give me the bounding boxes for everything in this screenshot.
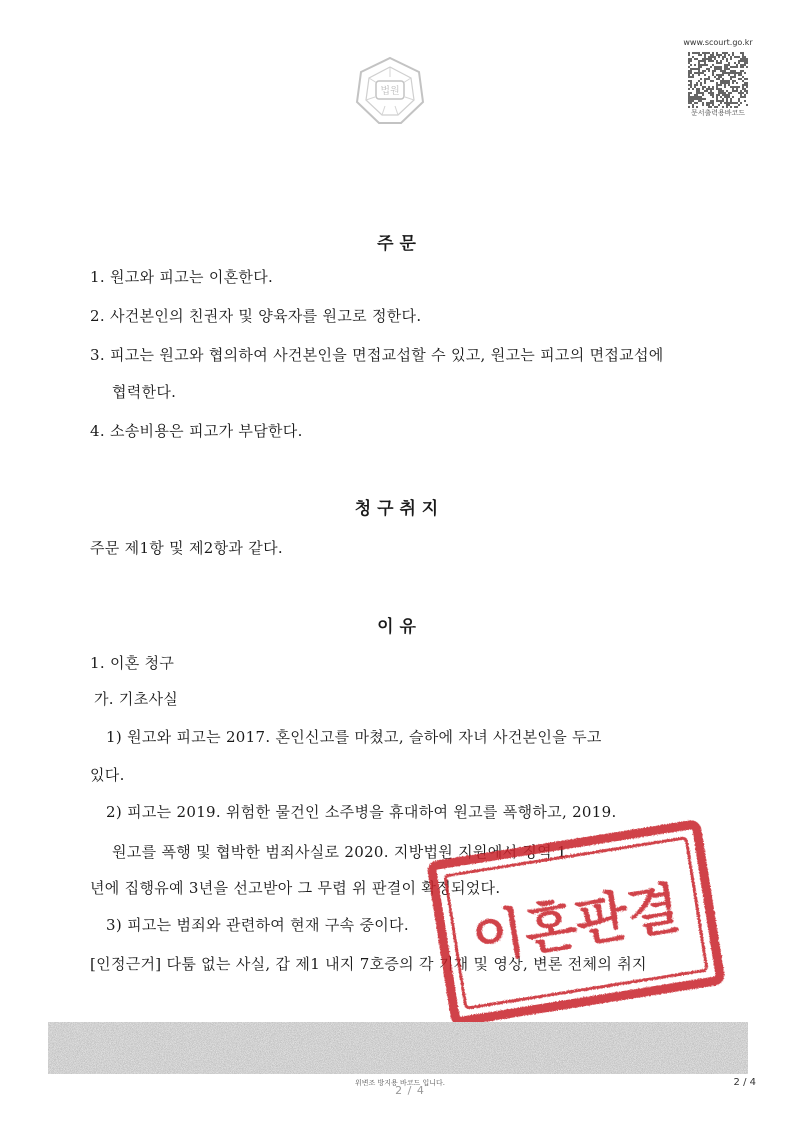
order-item-continuation: 협력한다.	[112, 383, 177, 401]
anti-forgery-barcode	[48, 1022, 748, 1074]
stamp-text: 이혼판결	[468, 876, 685, 971]
reason-line: 있다.	[90, 766, 125, 784]
reason-line: 원고를 폭행 및 협박한 범죄사실로 2020. 지방법원 지원에서 징역 1	[112, 843, 567, 861]
reason-line: 3) 피고는 범죄와 관련하여 현재 구속 중이다.	[106, 916, 409, 934]
order-heading: 주 문	[377, 234, 416, 254]
court-seal-label: 법원	[380, 86, 400, 97]
reason-heading: 이 유	[377, 617, 416, 637]
order-item: 3. 피고는 원고와 협의하여 사건본인을 면접교섭할 수 있고, 원고는 피고의 면접교섭에	[90, 346, 664, 364]
order-item: 1. 원고와 피고는 이혼한다.	[90, 268, 274, 286]
qr-code-icon	[688, 52, 748, 108]
page-number-right: 2 / 4	[733, 1077, 756, 1088]
reason-line: 1) 원고와 피고는 2017. 혼인신고를 마쳤고, 슬하에 자녀 사건본인을 두고	[106, 728, 602, 746]
barcode-note: 위변조 방지용 바코드 입니다.	[354, 1079, 446, 1087]
claim-text: 주문 제1항 및 제2항과 같다.	[90, 539, 283, 557]
reason-line: 2) 피고는 2019. 위험한 물건인 소주병을 휴대하여 원고를 폭행하고, 2019.	[106, 803, 617, 821]
reason-line: 가. 기초사실	[94, 690, 179, 708]
qr-caption: 문서출력용바코드	[690, 109, 746, 117]
reason-line: [인정근거] 다툼 없는 사실, 갑 제1 내지 7호증의 각 기재 및 영상, 변론 전체의 취지	[90, 955, 647, 973]
page-number-center: 2 / 4	[395, 1084, 425, 1097]
court-seal	[354, 55, 426, 127]
reason-line: 년에 집행유예 3년을 선고받아 그 무렵 위 판결이 확정되었다.	[90, 879, 501, 897]
order-item: 2. 사건본인의 친권자 및 양육자를 원고로 정한다.	[90, 307, 422, 325]
order-item: 4. 소송비용은 피고가 부담한다.	[90, 422, 303, 440]
reason-line: 1. 이혼 청구	[90, 654, 175, 672]
qr-url: www.scourt.go.kr	[683, 38, 753, 47]
claim-heading: 청 구 취 지	[354, 499, 439, 519]
